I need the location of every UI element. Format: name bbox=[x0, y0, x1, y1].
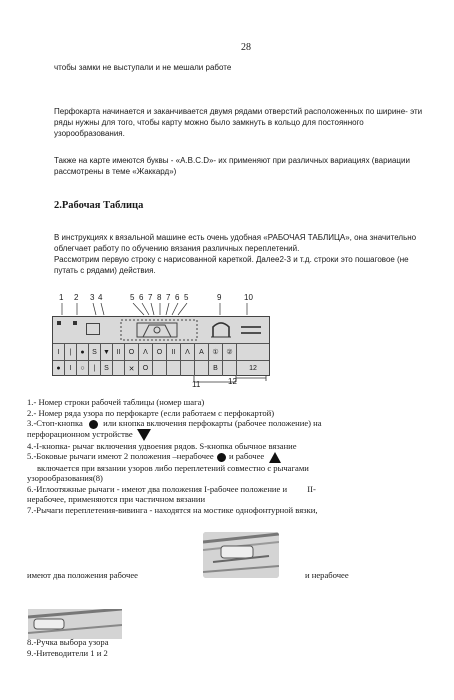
diagram-cell: O bbox=[153, 344, 167, 360]
diagram-marker bbox=[73, 321, 77, 325]
diagram-number: 12 bbox=[228, 377, 237, 386]
stop-button-icon bbox=[89, 420, 98, 429]
paragraph-line: Также на карте имеются буквы - «A.B.C.D»- их применяют при различных вариациях (вариации bbox=[54, 156, 410, 165]
diagram-cell: I bbox=[65, 361, 77, 376]
paragraph-perfocard bbox=[54, 106, 434, 139]
diagram-number: 6 bbox=[139, 293, 144, 302]
diagram-number: 10 bbox=[244, 293, 253, 302]
diagram-number: 4 bbox=[98, 293, 103, 302]
diagram-number: 8 bbox=[157, 293, 162, 302]
diagram-cell bbox=[181, 361, 195, 376]
diagram-number: 1 bbox=[59, 293, 64, 302]
diagram-marker bbox=[57, 321, 61, 325]
weaving-lever-non-working-photo bbox=[28, 609, 122, 639]
diagram-number: 3 bbox=[90, 293, 95, 302]
triangle-up-icon bbox=[269, 452, 281, 463]
diagram-cell: I bbox=[53, 344, 65, 360]
page-number: 28 bbox=[241, 42, 251, 53]
diagram-number: 2 bbox=[74, 293, 79, 302]
diagram-cell bbox=[223, 361, 237, 376]
diagram-cell: ○ bbox=[77, 361, 89, 376]
list-item-text: 3.-Стоп-кнопка bbox=[27, 418, 83, 428]
diagram-cell: Λ bbox=[139, 344, 153, 360]
yarn-feeder-icon bbox=[209, 319, 233, 341]
list-item: 7.-Рычаги переплетения-вивинга - находятся на мостике однофонтурной вязки, bbox=[27, 504, 318, 515]
list-item: имеют два положения рабочее bbox=[27, 570, 138, 580]
diagram-row-settings bbox=[53, 343, 269, 360]
list-item-text: 6.-Иглоотяжные рычаги - имеют два положения I-рабочее положение и bbox=[27, 483, 288, 494]
diagram-cell: ✕ bbox=[125, 361, 139, 376]
diagram-number: 6 bbox=[175, 293, 180, 302]
list-item-text: перфорационном устройстве bbox=[27, 428, 133, 439]
list-item-text: и рабочее bbox=[228, 451, 265, 462]
diagram-row-step bbox=[53, 360, 269, 376]
diagram-number: 5 bbox=[184, 293, 189, 302]
diagram-cell: ● bbox=[53, 361, 65, 376]
diagram-number: 9 bbox=[217, 293, 222, 302]
diagram-cell bbox=[113, 361, 125, 376]
diagram-cell: ● bbox=[77, 344, 89, 360]
diagram-cell: II bbox=[113, 344, 125, 360]
list-item: 2.- Номер ряда узора по перфокарте (если работаем с перфокартой) bbox=[27, 407, 275, 418]
diagram-leader-lines bbox=[52, 303, 272, 317]
paragraph-work-table bbox=[54, 232, 434, 276]
diagram-carriage-row bbox=[53, 317, 269, 343]
diagram-number: 7 bbox=[166, 293, 171, 302]
list-item: нерабочее, применяются при частичном вязании bbox=[27, 494, 206, 505]
weaving-lever-icon bbox=[203, 532, 279, 578]
list-item: и нерабочее bbox=[305, 570, 349, 580]
paragraph-line: В инструкциях к вязальной машине есть очень удобная «РАБОЧАЯ ТАБЛИЦА», она значительно bbox=[54, 233, 417, 242]
legend-list bbox=[27, 397, 437, 515]
diagram-cell: ▼ bbox=[101, 344, 113, 360]
diagram-cell: Λ bbox=[181, 344, 195, 360]
circle-button-icon bbox=[217, 453, 226, 462]
diagram-cell: A bbox=[195, 344, 209, 360]
section-heading: 2.Рабочая Таблица bbox=[54, 200, 144, 211]
triangle-down-icon bbox=[137, 429, 151, 441]
pattern-knob-icon bbox=[239, 324, 263, 336]
diagram-cell bbox=[167, 361, 181, 376]
diagram-number: 7 bbox=[148, 293, 153, 302]
diagram-cell bbox=[237, 344, 269, 360]
list-item: включается при вязании узоров либо переплетений совместно с рычагами bbox=[37, 462, 309, 473]
diagram-cell: II bbox=[167, 344, 181, 360]
diagram-cell: | bbox=[89, 361, 101, 376]
list-item-text: II- bbox=[307, 483, 316, 494]
diagram-cell: 12 bbox=[249, 365, 257, 372]
weaving-lever-working-photo bbox=[203, 532, 279, 578]
diagram-cell bbox=[195, 361, 209, 376]
paragraph-line: узорообразования. bbox=[54, 129, 125, 138]
list-item: 4.-I-кнопка- рычаг включения удвоения рядов. S-кнопка обычное вязание bbox=[27, 440, 297, 451]
diagram-cell: B bbox=[209, 361, 223, 376]
list-item: 1.- Номер строки рабочей таблицы (номер шага) bbox=[27, 397, 205, 407]
list-item bbox=[27, 484, 437, 495]
paragraph-letters bbox=[54, 155, 434, 177]
diagram-cell bbox=[153, 361, 167, 376]
work-table-diagram bbox=[52, 316, 270, 376]
diagram-bottom-brackets bbox=[52, 376, 272, 388]
list-item: 8.-Ручка выбора узора bbox=[27, 637, 109, 647]
legend-list-end bbox=[27, 637, 109, 658]
paragraph-line: путать с рядами) действия. bbox=[54, 266, 156, 275]
list-item: 9.-Нитеводители 1 и 2 bbox=[27, 647, 108, 658]
carriage-icon bbox=[119, 317, 199, 343]
diagram-cell: S bbox=[101, 361, 113, 376]
list-item: узорообразования(8) bbox=[27, 473, 103, 484]
paragraph-line: Перфокарта начинается и заканчивается двумя рядами отверстий расположенных по ширине- эти bbox=[54, 107, 423, 116]
paragraph-line: облегчает работу по обучению вязания различных переплетений. bbox=[54, 244, 300, 253]
diagram-number: 11 bbox=[192, 380, 201, 389]
diagram-cell: O bbox=[125, 344, 139, 360]
list-item bbox=[27, 429, 437, 441]
list-item-text: или кнопка включения перфокарты (рабочее положение) на bbox=[103, 418, 322, 428]
diagram-cell: ① bbox=[209, 344, 223, 360]
diagram-cell: ② bbox=[223, 344, 237, 360]
diagram-cell: S bbox=[89, 344, 101, 360]
list-item-text: 5.-Боковые рычаги имеют 2 положения –нерабочее bbox=[27, 451, 214, 462]
intro-line: чтобы замки не выступали и не мешали работе bbox=[54, 63, 232, 72]
diagram-cell: O bbox=[139, 361, 153, 376]
paragraph-line: рассмотрены в теме «Жаккард») bbox=[54, 167, 177, 176]
weaving-lever-icon bbox=[28, 609, 122, 639]
paragraph-line: ряды нужны для того, чтобы карту можно было замкнуть в кольцо для постоянного bbox=[54, 118, 364, 127]
stop-button-icon bbox=[86, 323, 100, 335]
list-item bbox=[27, 451, 437, 463]
list-item bbox=[27, 418, 437, 429]
diagram-number: 5 bbox=[130, 293, 135, 302]
diagram-cell: | bbox=[65, 344, 77, 360]
paragraph-line: Рассмотрим первую строку с нарисованной кареткой. Далее2-3 и т.д. строки это пошаговое (не bbox=[54, 255, 409, 264]
